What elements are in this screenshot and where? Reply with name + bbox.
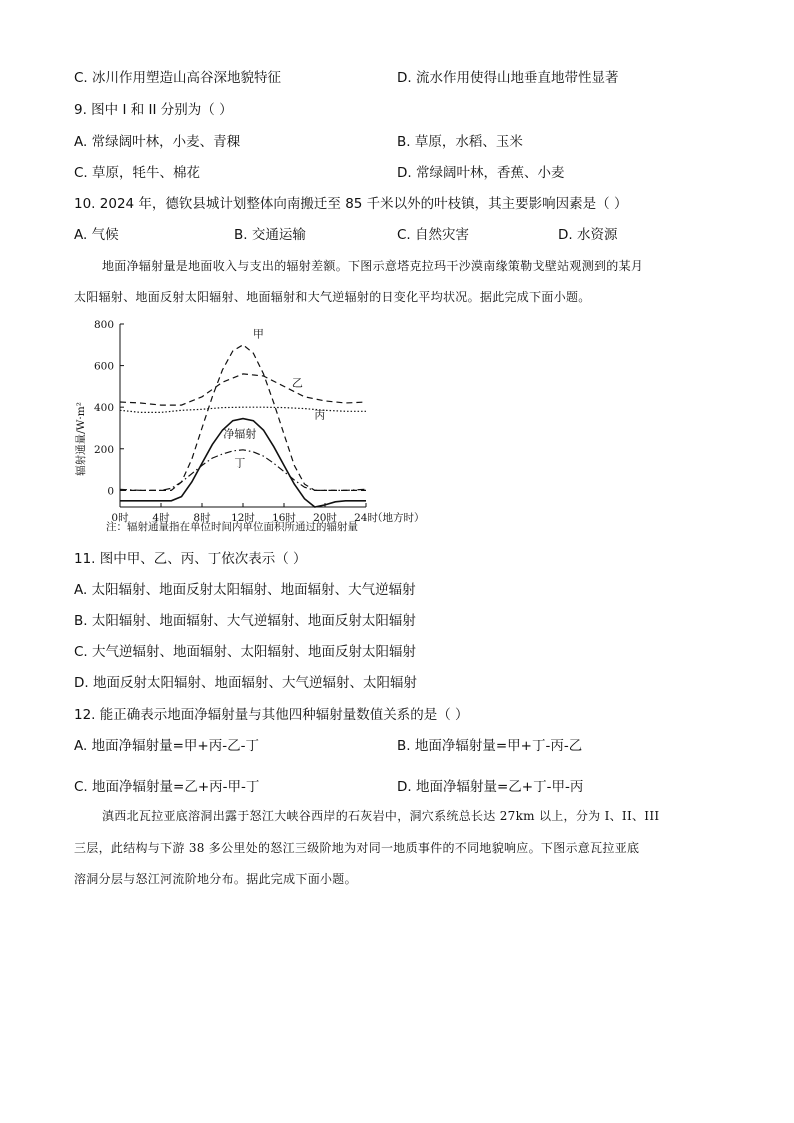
x-tick-label: 20时 — [313, 512, 337, 524]
q10-stem: 10. 2024 年，德钦县城计划整体向南搬迁至 85 千米以外的叶枝镇，其主要影响因素是（ ） — [74, 196, 628, 212]
q11-option-b: B. 太阳辐射、地面辐射、大气逆辐射、地面反射太阳辐射 — [74, 613, 416, 629]
chart-series — [120, 345, 366, 507]
q10-option-d: D. 水资源 — [558, 227, 618, 243]
y-tick-label: 800 — [93, 319, 114, 331]
y-tick-label: 200 — [93, 443, 114, 456]
q9-stem: 9. 图中 I 和 II 分别为（ ） — [74, 102, 233, 118]
series-label-3: 净辐射 — [223, 427, 257, 441]
q8-option-d: D. 流水作用使得山地垂直地带性显著 — [397, 70, 619, 86]
y-tick-label: 400 — [93, 402, 114, 415]
q12-option-a: A. 地面净辐射量=甲+丙-乙-丁 — [74, 738, 259, 754]
q11-option-c: C. 大气逆辐射、地面辐射、太阳辐射、地面反射太阳辐射 — [74, 644, 417, 660]
q9-option-d: D. 常绿阔叶林，香蕉、小麦 — [397, 165, 565, 181]
series-label-2: 丙 — [314, 408, 326, 422]
q12-option-b: B. 地面净辐射量=甲+丁-丙-乙 — [397, 738, 583, 754]
q11-option-a: A. 太阳辐射、地面反射太阳辐射、地面辐射、大气逆辐射 — [74, 582, 416, 598]
series-line-2 — [120, 407, 366, 412]
x-tick-label: 16时 — [272, 512, 296, 524]
chart-axes — [120, 324, 366, 507]
y-tick-label: 0 — [107, 485, 114, 498]
series-label-1: 乙 — [291, 376, 303, 390]
q10-option-b: B. 交通运输 — [234, 227, 306, 243]
series-label-0: 甲 — [252, 327, 264, 341]
chart-note: 注：辐射通量指在单位时间内单位面积所通过的辐射量 — [106, 521, 358, 533]
q9-option-a: A. 常绿阔叶林，小麦、青稞 — [74, 134, 241, 150]
series-line-1 — [120, 374, 366, 405]
q12-stem: 12. 能正确表示地面净辐射量与其他四种辐射量数值关系的是（ ） — [74, 707, 469, 723]
q11-option-d: D. 地面反射太阳辐射、地面辐射、大气逆辐射、太阳辐射 — [74, 675, 417, 691]
series-label-4: 丁 — [234, 456, 246, 470]
q10-option-c: C. 自然灾害 — [397, 227, 470, 243]
q12-option-c: C. 地面净辐射量=乙+丙-甲-丁 — [74, 779, 260, 795]
passage2-line2: 三层，此结构与下游 38 多公里处的怒江三级阶地为对同一地质事件的不同地貌响应。下图示意瓦拉亚底 — [74, 841, 640, 855]
x-tick-label: 8时 — [193, 512, 211, 524]
x-tick-label: 4时 — [152, 512, 170, 524]
q11-stem: 11. 图中甲、乙、丙、丁依次表示（ ） — [74, 551, 307, 567]
passage1-line2: 太阳辐射、地面反射太阳辐射、地面辐射和大气逆辐射的日变化平均状况。据此完成下面小题。 — [74, 290, 591, 304]
x-tick-label: 0时 — [111, 512, 129, 524]
passage1-line1: 地面净辐射量是地面收入与支出的辐射差额。下图示意塔克拉玛干沙漠南缘策勒戈壁站观测到的某月 — [102, 259, 644, 273]
x-tick-label: 24时 — [354, 512, 378, 524]
x-axis-label: （地方时） — [372, 512, 425, 524]
q9-option-c: C. 草原，牦牛、棉花 — [74, 165, 201, 181]
q10-option-a: A. 气候 — [74, 227, 119, 243]
q12-option-d: D. 地面净辐射量=乙+丁-甲-丙 — [397, 779, 584, 795]
passage2-line3: 溶洞分层与怒江河流阶地分布。据此完成下面小题。 — [74, 872, 357, 886]
x-tick-label: 12时 — [231, 512, 255, 524]
chart-ticks — [94, 319, 425, 524]
q8-option-c: C. 冰川作用塑造山高谷深地貌特征 — [74, 70, 282, 86]
y-axis-label: 辐射通量/W·m² — [75, 402, 87, 476]
passage2-line1: 滇西北瓦拉亚底溶洞出露于怒江大峡谷西岸的石灰岩中，洞穴系统总长达 27km 以上，分为 I、II、III — [102, 809, 660, 823]
y-tick-label: 600 — [93, 360, 114, 373]
q9-option-b: B. 草原，水稻、玉米 — [397, 134, 523, 150]
radiation-line-chart — [74, 314, 444, 536]
